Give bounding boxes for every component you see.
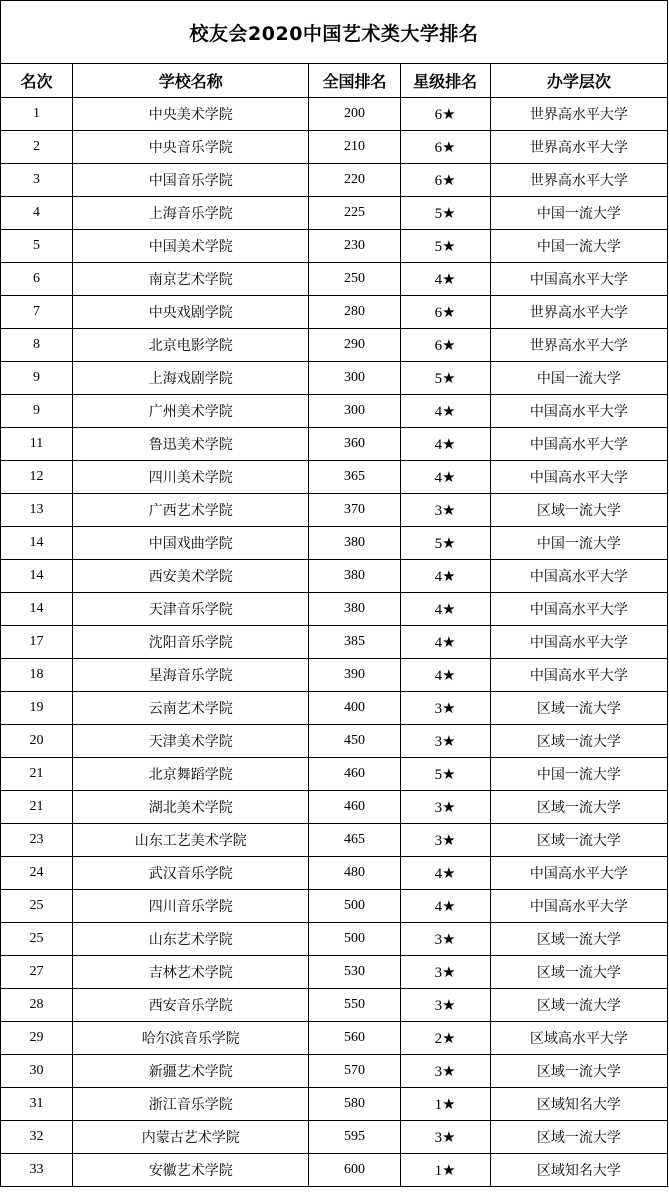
star-count: 4 [434, 403, 443, 420]
rank-cell: 4 [1, 197, 73, 230]
table-row [1, 824, 668, 857]
star-rank-cell [400, 989, 490, 1022]
level-cell: 区域一流大学 [490, 824, 667, 857]
rank-cell: 5 [1, 230, 73, 263]
star-rank-cell [400, 593, 490, 626]
header-national-rank: 全国排名 [309, 64, 400, 98]
school-name-cell: 新疆艺术学院 [73, 1055, 309, 1088]
star-count: 4 [434, 568, 443, 585]
star-icon: ★ [442, 995, 456, 1014]
table-row [1, 857, 668, 890]
star-count: 4 [434, 601, 443, 618]
school-name-cell: 北京舞蹈学院 [73, 758, 309, 791]
star-count: 4 [434, 469, 443, 486]
school-name-cell: 四川音乐学院 [73, 890, 309, 923]
rank-cell: 32 [1, 1121, 73, 1154]
table-row [1, 725, 668, 758]
star-icon: ★ [442, 764, 456, 783]
school-name-cell: 天津美术学院 [73, 725, 309, 758]
table-title: 校友会2020中国艺术类大学排名 [1, 1, 668, 64]
national-rank-cell: 460 [309, 758, 400, 791]
level-cell: 中国高水平大学 [490, 461, 667, 494]
table-body [1, 98, 668, 1187]
star-rank-cell [400, 1088, 490, 1121]
star-rank-cell [400, 560, 490, 593]
level-cell: 区域一流大学 [490, 956, 667, 989]
star-icon: ★ [442, 830, 456, 849]
star-count: 6 [434, 106, 443, 123]
star-icon: ★ [442, 896, 456, 915]
school-name-cell: 中央戏剧学院 [73, 296, 309, 329]
star-rank-cell [400, 164, 490, 197]
table-row [1, 1022, 668, 1055]
national-rank-cell: 370 [309, 494, 400, 527]
star-icon: ★ [442, 1160, 456, 1179]
star-rank-cell [400, 1055, 490, 1088]
table-row [1, 956, 668, 989]
school-name-cell: 安徽艺术学院 [73, 1154, 309, 1187]
star-icon: ★ [442, 137, 456, 156]
star-count: 6 [434, 337, 443, 354]
star-count: 4 [434, 865, 443, 882]
table-row [1, 890, 668, 923]
table-row [1, 1055, 668, 1088]
star-count: 3 [434, 733, 443, 750]
star-icon: ★ [442, 335, 456, 354]
level-cell: 中国高水平大学 [490, 560, 667, 593]
star-rank-cell [400, 362, 490, 395]
level-cell: 中国一流大学 [490, 362, 667, 395]
level-cell: 中国高水平大学 [490, 395, 667, 428]
rank-cell: 28 [1, 989, 73, 1022]
star-rank-cell [400, 692, 490, 725]
rank-cell: 31 [1, 1088, 73, 1121]
star-rank-cell [400, 395, 490, 428]
national-rank-cell: 390 [309, 659, 400, 692]
star-icon: ★ [442, 1094, 456, 1113]
rank-cell: 14 [1, 527, 73, 560]
level-cell: 世界高水平大学 [490, 329, 667, 362]
table-row [1, 626, 668, 659]
national-rank-cell: 450 [309, 725, 400, 758]
level-cell: 中国高水平大学 [490, 890, 667, 923]
school-name-cell: 北京电影学院 [73, 329, 309, 362]
star-icon: ★ [442, 401, 456, 420]
rank-cell: 13 [1, 494, 73, 527]
star-icon: ★ [442, 533, 456, 552]
star-icon: ★ [442, 599, 456, 618]
table-row [1, 296, 668, 329]
school-name-cell: 中央音乐学院 [73, 131, 309, 164]
star-icon: ★ [442, 863, 456, 882]
school-name-cell: 浙江音乐学院 [73, 1088, 309, 1121]
level-cell: 中国一流大学 [490, 758, 667, 791]
star-count: 6 [434, 139, 443, 156]
level-cell: 区域一流大学 [490, 1055, 667, 1088]
level-cell: 世界高水平大学 [490, 98, 667, 131]
star-icon: ★ [442, 797, 456, 816]
rank-cell: 21 [1, 758, 73, 791]
rank-cell: 25 [1, 890, 73, 923]
star-count: 3 [434, 964, 443, 981]
school-name-cell: 中央美术学院 [73, 98, 309, 131]
rank-cell: 29 [1, 1022, 73, 1055]
national-rank-cell: 595 [309, 1121, 400, 1154]
star-rank-cell [400, 791, 490, 824]
star-icon: ★ [442, 269, 456, 288]
rank-cell: 17 [1, 626, 73, 659]
star-count: 3 [434, 502, 443, 519]
national-rank-cell: 560 [309, 1022, 400, 1055]
national-rank-cell: 465 [309, 824, 400, 857]
rank-cell: 30 [1, 1055, 73, 1088]
star-count: 5 [434, 205, 443, 222]
rank-cell: 3 [1, 164, 73, 197]
star-rank-cell [400, 758, 490, 791]
school-name-cell: 四川美术学院 [73, 461, 309, 494]
level-cell: 中国一流大学 [490, 527, 667, 560]
level-cell: 区域一流大学 [490, 725, 667, 758]
table-row [1, 560, 668, 593]
table-row [1, 758, 668, 791]
star-rank-cell [400, 494, 490, 527]
national-rank-cell: 480 [309, 857, 400, 890]
level-cell: 区域高水平大学 [490, 1022, 667, 1055]
table-row [1, 362, 668, 395]
table-row [1, 593, 668, 626]
star-count: 2 [434, 1030, 443, 1047]
national-rank-cell: 380 [309, 593, 400, 626]
national-rank-cell: 290 [309, 329, 400, 362]
table-row [1, 1088, 668, 1121]
star-icon: ★ [442, 665, 456, 684]
national-rank-cell: 250 [309, 263, 400, 296]
star-rank-cell [400, 956, 490, 989]
level-cell: 中国高水平大学 [490, 428, 667, 461]
rank-cell: 19 [1, 692, 73, 725]
star-rank-cell [400, 527, 490, 560]
table-row [1, 923, 668, 956]
level-cell: 中国高水平大学 [490, 857, 667, 890]
national-rank-cell: 360 [309, 428, 400, 461]
table-row [1, 329, 668, 362]
table-row [1, 692, 668, 725]
national-rank-cell: 385 [309, 626, 400, 659]
star-rank-cell [400, 263, 490, 296]
school-name-cell: 武汉音乐学院 [73, 857, 309, 890]
table-row [1, 197, 668, 230]
school-name-cell: 中国戏曲学院 [73, 527, 309, 560]
national-rank-cell: 300 [309, 395, 400, 428]
level-cell: 区域知名大学 [490, 1088, 667, 1121]
star-icon: ★ [442, 698, 456, 717]
star-count: 4 [434, 898, 443, 915]
table-row [1, 1154, 668, 1187]
star-rank-cell [400, 659, 490, 692]
national-rank-cell: 380 [309, 527, 400, 560]
level-cell: 区域一流大学 [490, 1121, 667, 1154]
level-cell: 中国高水平大学 [490, 659, 667, 692]
table-row [1, 527, 668, 560]
star-icon: ★ [442, 104, 456, 123]
star-rank-cell [400, 230, 490, 263]
national-rank-cell: 225 [309, 197, 400, 230]
national-rank-cell: 600 [309, 1154, 400, 1187]
national-rank-cell: 280 [309, 296, 400, 329]
school-name-cell: 云南艺术学院 [73, 692, 309, 725]
table-row [1, 461, 668, 494]
star-count: 5 [434, 766, 443, 783]
rank-cell: 23 [1, 824, 73, 857]
star-rank-cell [400, 131, 490, 164]
rank-cell: 14 [1, 593, 73, 626]
star-count: 4 [434, 667, 443, 684]
level-cell: 中国高水平大学 [490, 626, 667, 659]
star-count: 3 [434, 997, 443, 1014]
star-rank-cell [400, 890, 490, 923]
rank-cell: 27 [1, 956, 73, 989]
star-count: 3 [434, 832, 443, 849]
star-count: 5 [434, 370, 443, 387]
national-rank-cell: 220 [309, 164, 400, 197]
national-rank-cell: 530 [309, 956, 400, 989]
star-rank-cell [400, 296, 490, 329]
national-rank-cell: 210 [309, 131, 400, 164]
national-rank-cell: 500 [309, 890, 400, 923]
school-name-cell: 湖北美术学院 [73, 791, 309, 824]
star-count: 3 [434, 799, 443, 816]
star-rank-cell [400, 98, 490, 131]
rank-cell: 9 [1, 362, 73, 395]
level-cell: 世界高水平大学 [490, 296, 667, 329]
rank-cell: 9 [1, 395, 73, 428]
level-cell: 区域一流大学 [490, 494, 667, 527]
star-rank-cell [400, 197, 490, 230]
table-row [1, 791, 668, 824]
star-icon: ★ [442, 632, 456, 651]
school-name-cell: 上海音乐学院 [73, 197, 309, 230]
star-count: 4 [434, 271, 443, 288]
rank-cell: 2 [1, 131, 73, 164]
national-rank-cell: 200 [309, 98, 400, 131]
school-name-cell: 西安音乐学院 [73, 989, 309, 1022]
level-cell: 中国一流大学 [490, 197, 667, 230]
star-icon: ★ [442, 434, 456, 453]
header-level: 办学层次 [490, 64, 667, 98]
rank-cell: 21 [1, 791, 73, 824]
star-count: 5 [434, 238, 443, 255]
star-icon: ★ [442, 236, 456, 255]
star-rank-cell [400, 824, 490, 857]
star-icon: ★ [442, 500, 456, 519]
level-cell: 世界高水平大学 [490, 164, 667, 197]
table-row [1, 395, 668, 428]
rank-cell: 6 [1, 263, 73, 296]
star-count: 4 [434, 436, 443, 453]
star-icon: ★ [442, 929, 456, 948]
star-icon: ★ [442, 1028, 456, 1047]
school-name-cell: 中国美术学院 [73, 230, 309, 263]
star-icon: ★ [442, 170, 456, 189]
level-cell: 区域一流大学 [490, 791, 667, 824]
rank-cell: 24 [1, 857, 73, 890]
star-count: 3 [434, 931, 443, 948]
school-name-cell: 中国音乐学院 [73, 164, 309, 197]
header-row [1, 64, 668, 98]
star-rank-cell [400, 857, 490, 890]
star-count: 4 [434, 634, 443, 651]
star-icon: ★ [442, 962, 456, 981]
table-row [1, 494, 668, 527]
school-name-cell: 天津音乐学院 [73, 593, 309, 626]
national-rank-cell: 400 [309, 692, 400, 725]
star-rank-cell [400, 1022, 490, 1055]
header-star-rank: 星级排名 [400, 64, 490, 98]
table-row [1, 428, 668, 461]
table-row [1, 1121, 668, 1154]
header-school: 学校名称 [73, 64, 309, 98]
school-name-cell: 山东工艺美术学院 [73, 824, 309, 857]
star-icon: ★ [442, 566, 456, 585]
rank-cell: 7 [1, 296, 73, 329]
level-cell: 区域一流大学 [490, 923, 667, 956]
school-name-cell: 上海戏剧学院 [73, 362, 309, 395]
school-name-cell: 沈阳音乐学院 [73, 626, 309, 659]
level-cell: 中国高水平大学 [490, 263, 667, 296]
rank-cell: 20 [1, 725, 73, 758]
national-rank-cell: 580 [309, 1088, 400, 1121]
table-row [1, 263, 668, 296]
level-cell: 区域知名大学 [490, 1154, 667, 1187]
rank-cell: 25 [1, 923, 73, 956]
table-row [1, 164, 668, 197]
star-icon: ★ [442, 731, 456, 750]
star-rank-cell [400, 329, 490, 362]
rank-cell: 1 [1, 98, 73, 131]
school-name-cell: 山东艺术学院 [73, 923, 309, 956]
table-row [1, 659, 668, 692]
star-icon: ★ [442, 368, 456, 387]
school-name-cell: 内蒙古艺术学院 [73, 1121, 309, 1154]
national-rank-cell: 550 [309, 989, 400, 1022]
school-name-cell: 南京艺术学院 [73, 263, 309, 296]
national-rank-cell: 570 [309, 1055, 400, 1088]
star-rank-cell [400, 1154, 490, 1187]
table-row [1, 131, 668, 164]
star-count: 1 [434, 1096, 443, 1113]
national-rank-cell: 230 [309, 230, 400, 263]
star-icon: ★ [442, 302, 456, 321]
level-cell: 区域一流大学 [490, 692, 667, 725]
school-name-cell: 广西艺术学院 [73, 494, 309, 527]
national-rank-cell: 460 [309, 791, 400, 824]
star-icon: ★ [442, 203, 456, 222]
star-count: 6 [434, 172, 443, 189]
star-icon: ★ [442, 1127, 456, 1146]
rank-cell: 11 [1, 428, 73, 461]
star-icon: ★ [442, 1061, 456, 1080]
star-count: 3 [434, 1129, 443, 1146]
star-count: 3 [434, 1063, 443, 1080]
level-cell: 中国一流大学 [490, 230, 667, 263]
star-rank-cell [400, 725, 490, 758]
star-rank-cell [400, 626, 490, 659]
star-count: 3 [434, 700, 443, 717]
school-name-cell: 西安美术学院 [73, 560, 309, 593]
star-rank-cell [400, 461, 490, 494]
school-name-cell: 哈尔滨音乐学院 [73, 1022, 309, 1055]
school-name-cell: 星海音乐学院 [73, 659, 309, 692]
rank-cell: 33 [1, 1154, 73, 1187]
national-rank-cell: 380 [309, 560, 400, 593]
rank-cell: 12 [1, 461, 73, 494]
school-name-cell: 广州美术学院 [73, 395, 309, 428]
table-row [1, 98, 668, 131]
star-count: 5 [434, 535, 443, 552]
school-name-cell: 鲁迅美术学院 [73, 428, 309, 461]
star-count: 1 [434, 1162, 443, 1179]
rank-cell: 18 [1, 659, 73, 692]
national-rank-cell: 365 [309, 461, 400, 494]
star-rank-cell [400, 1121, 490, 1154]
level-cell: 区域一流大学 [490, 989, 667, 1022]
header-rank: 名次 [1, 64, 73, 98]
star-rank-cell [400, 428, 490, 461]
school-name-cell: 吉林艺术学院 [73, 956, 309, 989]
level-cell: 中国高水平大学 [490, 593, 667, 626]
star-count: 6 [434, 304, 443, 321]
table-row [1, 989, 668, 1022]
star-icon: ★ [442, 467, 456, 486]
national-rank-cell: 300 [309, 362, 400, 395]
national-rank-cell: 500 [309, 923, 400, 956]
rank-cell: 14 [1, 560, 73, 593]
table-row [1, 230, 668, 263]
level-cell: 世界高水平大学 [490, 131, 667, 164]
rank-cell: 8 [1, 329, 73, 362]
star-rank-cell [400, 923, 490, 956]
